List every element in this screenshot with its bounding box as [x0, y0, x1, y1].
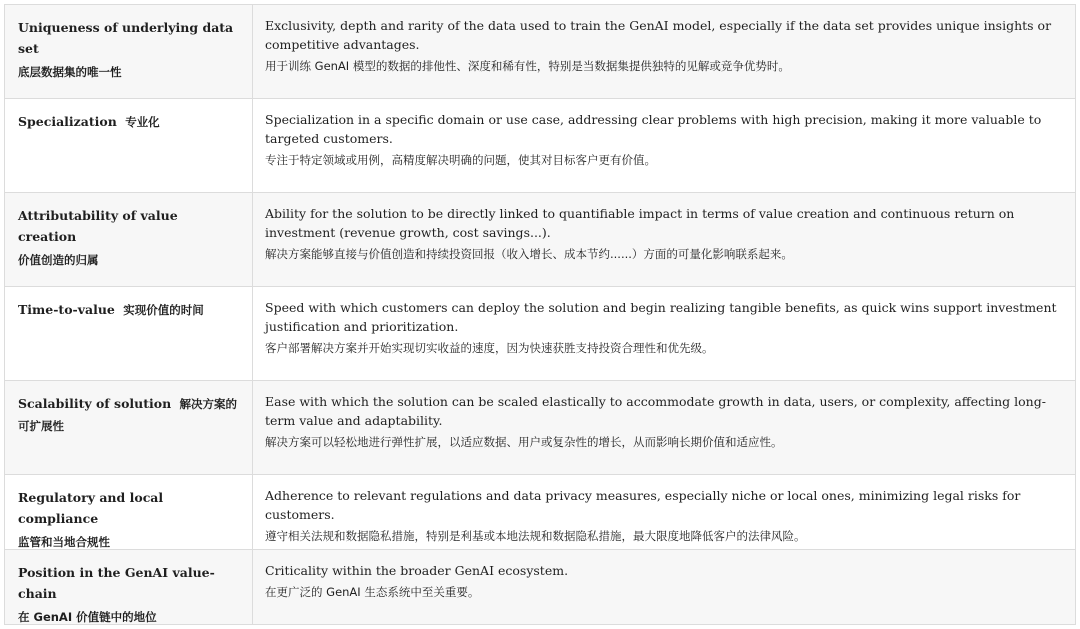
table-row: [4, 475, 1076, 550]
description-en: Specialization in a specific domain or use case, addressing clear problems with high precision, making it more valuable to targeted customers.: [265, 112, 1042, 146]
criterion-cell: [5, 193, 253, 286]
description-zh: 用于训练 GenAI 模型的数据的排他性、深度和稀有性，特别是当数据集提供独特的见解或竞争优势时。: [265, 59, 790, 73]
description-cell: [253, 287, 1075, 380]
criterion-zh: 价值创造的归属: [18, 253, 99, 267]
description-cell: [253, 99, 1075, 192]
description-zh: 在更广泛的 GenAI 生态系统中至关重要。: [265, 585, 480, 599]
description-cell: [253, 550, 1075, 624]
description-zh: 遵守相关法规和数据隐私措施，特别是利基或本地法规和数据隐私措施，最大限度地降低客户的法律风险。: [265, 529, 806, 543]
description-cell: [253, 475, 1075, 549]
description-zh: 解决方案可以轻松地进行弹性扩展，以适应数据、用户或复杂性的增长，从而影响长期价值和适应性。: [265, 435, 783, 449]
criteria-table: [4, 4, 1076, 625]
criterion-zh: 底层数据集的唯一性: [18, 65, 122, 79]
criterion-zh: 专业化: [125, 115, 160, 129]
criterion-en: Regulatory and local compliance: [18, 490, 164, 526]
table-row: [4, 99, 1076, 193]
criterion-cell: [5, 475, 253, 549]
criterion-cell: [5, 381, 253, 474]
description-en: Ease with which the solution can be scaled elastically to accommodate growth in data, users, or complexity, affecting long-term value and adaptability.: [265, 394, 1046, 428]
table-row: [4, 193, 1076, 287]
criterion-en: Scalability of solution: [18, 396, 172, 411]
description-en: Adherence to relevant regulations and data privacy measures, especially niche or local ones, minimizing legal risks for customers.: [265, 488, 1021, 522]
description-en: Exclusivity, depth and rarity of the data used to train the GenAI model, especially if the data set provides unique insights or competitive advantages.: [265, 18, 1052, 52]
criterion-zh: 监管和当地合规性: [18, 535, 110, 549]
description-en: Ability for the solution to be directly linked to quantifiable impact in terms of value creation and continuous return on investment (revenue growth, cost savings...).: [265, 206, 1015, 240]
description-en: Criticality within the broader GenAI ecosystem.: [265, 563, 569, 578]
description-zh: 客户部署解决方案并开始实现切实收益的速度，因为快速获胜支持投资合理性和优先级。: [265, 341, 714, 355]
criterion-zh: 在 GenAI 价值链中的地位: [18, 610, 157, 624]
description-cell: [253, 381, 1075, 474]
description-zh: 解决方案能够直接与价值创造和持续投资回报（收入增长、成本节约......）方面的可量化影响联系起来。: [265, 247, 793, 261]
criterion-en: Attributability of value creation: [18, 208, 178, 244]
criterion-cell: [5, 99, 253, 192]
criterion-cell: [5, 287, 253, 380]
criterion-cell: [5, 5, 253, 98]
criterion-en: Specialization: [18, 114, 117, 129]
table-row: [4, 287, 1076, 381]
description-cell: [253, 193, 1075, 286]
criterion-en: Time-to-value: [18, 302, 115, 317]
criterion-cell: [5, 550, 253, 624]
criterion-en: Uniqueness of underlying data set: [18, 20, 234, 56]
criterion-zh: 解决方案的可扩展性: [18, 397, 238, 433]
table-row: [4, 5, 1076, 99]
description-cell: [253, 5, 1075, 98]
description-zh: 专注于特定领域或用例，高精度解决明确的问题，使其对目标客户更有价值。: [265, 153, 656, 167]
criterion-en: Position in the GenAI value-chain: [18, 565, 215, 601]
table-row: [4, 550, 1076, 625]
criterion-zh: 实现价值的时间: [123, 303, 204, 317]
description-en: Speed with which customers can deploy the solution and begin realizing tangible benefits, as quick wins support investment justification and prioritization.: [265, 300, 1057, 334]
table-row: [4, 381, 1076, 475]
